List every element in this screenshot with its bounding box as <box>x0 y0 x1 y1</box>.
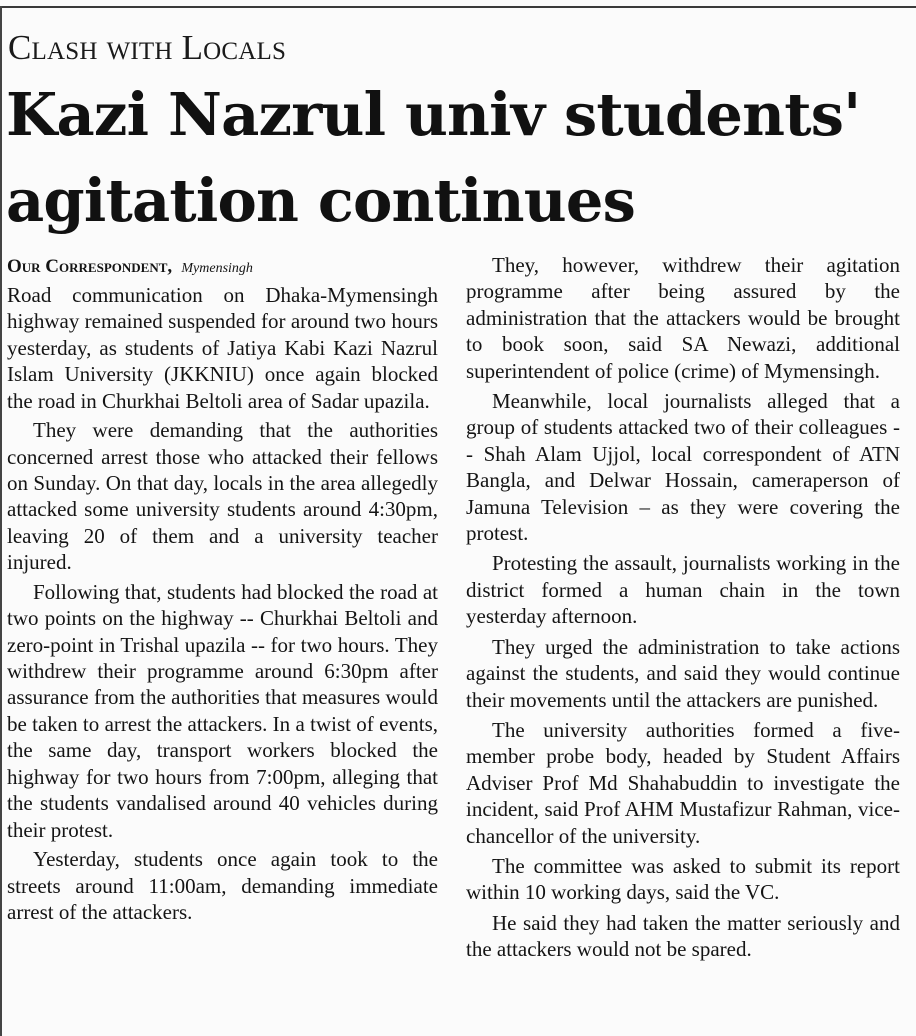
paragraph: Meanwhile, local journalists alleged that a group of students attacked two of their colleagues -- Shah Alam Ujjol, local correspondent of ATN Bangla, and Delwar Hossain, cameraperson of Jamuna Television – as they were covering the protest. <box>466 389 900 546</box>
paragraph: The university authorities formed a five-member probe body, headed by Student Affairs Adviser Prof Md Shahabuddin to investigate the incident, said Prof AHM Mustafizur Rahman, vice-chancellor of the university. <box>466 717 900 848</box>
article-column-right <box>466 252 900 967</box>
paragraph: Yesterday, students once again took to the streets around 11:00am, demanding immediate arrest of the attackers. <box>7 847 438 924</box>
top-border-rule <box>0 6 916 8</box>
paragraph: They were demanding that the authorities concerned arrest those who attacked their fellows on Sunday. On that day, locals in the area allegedly attacked some university students around 4:30pm, leaving 20 of them and a university teacher injured. <box>7 418 438 575</box>
paragraph: They, however, withdrew their agitation programme after being assured by the administration that the attackers would be brought to book soon, said SA Newazi, additional superintendent of police (crime) of Mymensingh. <box>466 253 900 383</box>
left-border-rule <box>0 6 2 1036</box>
byline-author: Our Correspondent, <box>7 256 173 277</box>
paragraph: Road communication on Dhaka-Mymensingh highway remained suspended for around two hours yesterday, as students of Jatiya Kabi Kazi Nazrul Islam University (JKKNIU) once again blocked the road in Churkhai Beltoli area of Sadar upazila. <box>7 283 438 413</box>
article-headline: Kazi Nazrul univ students' agitation continues <box>6 80 861 235</box>
paragraph: Protesting the assault, journalists working in the district formed a human chain in the town yesterday afternoon. <box>466 551 900 629</box>
paragraph: They urged the administration to take actions against the students, and said they would continue their movements until the attackers are punished. <box>466 634 900 712</box>
article-kicker: Clash with Locals <box>8 28 287 67</box>
article-column-left <box>7 252 438 929</box>
byline-location: Mymensingh <box>181 261 253 276</box>
paragraph: Following that, students had blocked the road at two points on the highway -- Churkhai Beltoli and zero-point in Trishal upazila -- for two hours. They withdrew their programme around 6:30pm after assurance from the authorities that measures would be taken to arrest the attackers. In a twist of events, the same day, transport workers blocked the highway for two hours from 7:00pm, alleging that the students vandalised around 40 vehicles during their protest. <box>7 579 438 842</box>
paragraph: The committee was asked to submit its report within 10 working days, said the VC. <box>466 853 900 905</box>
paragraph: He said they had taken the matter seriously and the attackers would not be spared. <box>466 910 900 962</box>
byline <box>7 252 438 282</box>
